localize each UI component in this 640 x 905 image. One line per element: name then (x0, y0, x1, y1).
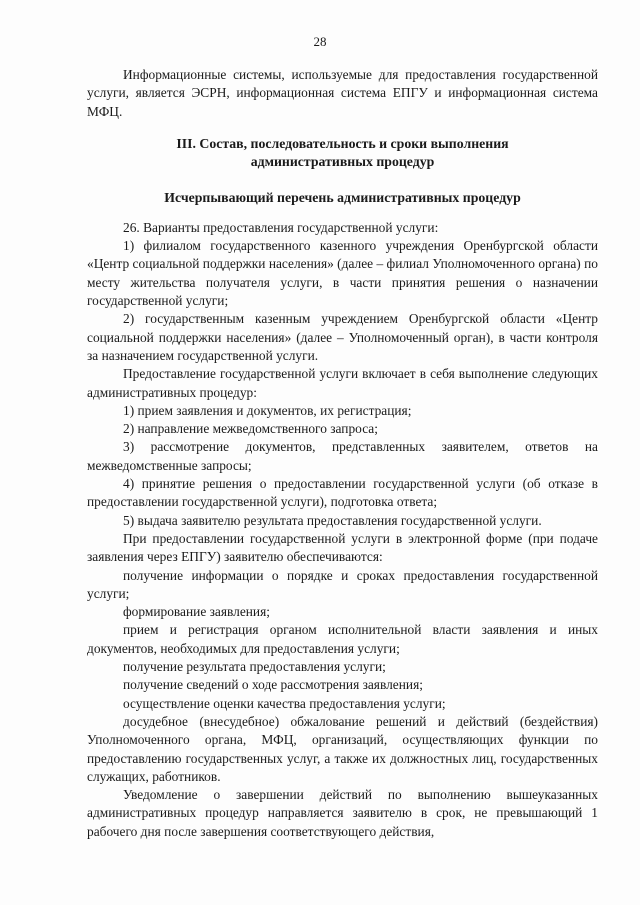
paragraph-procedure-3: 3) рассмотрение документов, представленных заявителем, ответов на межведомственные запросы; (87, 439, 598, 473)
paragraph-notification: Уведомление о завершении действий по выполнению вышеуказанных административных процедур направляется заявителю в срок, не превышающий 1 рабочего дня после завершения соответствующего действия, (87, 787, 598, 839)
paragraph-electronic-item-5: получение сведений о ходе рассмотрения заявления; (123, 677, 423, 693)
paragraph-electronic-item-4: получение результата предоставления услуги; (123, 659, 386, 675)
paragraph-procedures-intro: Предоставление государственной услуги включает в себя выполнение следующих административных процедур: (87, 366, 598, 400)
paragraph-electronic-item-3: прием и регистрация органом исполнительной власти заявления и иных документов, необходимых для предоставления услуги; (87, 622, 598, 656)
page-number: 28 (313, 34, 327, 49)
paragraph-procedure-5: 5) выдача заявителю результата предоставления государственной услуги. (123, 512, 542, 528)
section-title-line-2: административных процедур (250, 153, 435, 169)
paragraph-variant-1: 1) филиалом государственного казенного учреждения Оренбургской области «Центр социальной поддержки населения» (далее – филиал Уполномоченного органа) по месту жительства получателя услуги, в части принятия решения о назначении государственной услуги; (87, 238, 598, 309)
paragraph-electronic-item-7: досудебное (внесудебное) обжалование решений и действий (бездействия) Уполномоченного органа, МФЦ, организаций, осуществляющих функции по предоставлению государственных услуг, а также их должностных лиц, государственных служащих, работников. (87, 713, 598, 784)
paragraph-electronic-form: При предоставлении государственной услуги в электронной форме (при подаче заявления через ЕПГУ) заявителю обеспечиваются: (87, 530, 598, 565)
paragraph-electronic-item-2: формирование заявления; (123, 604, 270, 620)
paragraph-procedure-1: 1) прием заявления и документов, их регистрация; (123, 402, 412, 418)
section-title-line-1: III. Состав, последовательность и сроки выполнения (176, 135, 509, 151)
paragraph-variant-2: 2) государственным казенным учреждением Оренбургской области «Центр социальной поддержки населения» (далее – Уполномоченный орган), в части контроля за назначением государственной услуги. (87, 311, 598, 363)
intro-paragraph: Информационные системы, используемые для предоставления государственной услуги, является ЭСРН, информационная система ЕПГУ и информационная система МФЦ. (87, 67, 598, 119)
paragraph-procedure-2: 2) направление межведомственного запроса; (123, 421, 378, 437)
paragraph-procedure-4: 4) принятие решения о предоставлении государственной услуги (об отказе в предоставлении государственной услуги), подготовка ответа; (87, 476, 598, 510)
section-title (87, 135, 598, 171)
paragraph-electronic-item-6: осуществление оценки качества предоставления услуги; (123, 695, 446, 711)
paragraph-variants: 26. Варианты предоставления государственной услуги: (123, 219, 439, 235)
subsection-title: Исчерпывающий перечень административных процедур (164, 189, 521, 205)
paragraph-electronic-item-1: получение информации о порядке и сроках предоставления государственной услуги; (87, 567, 598, 601)
page-content (87, 66, 598, 841)
